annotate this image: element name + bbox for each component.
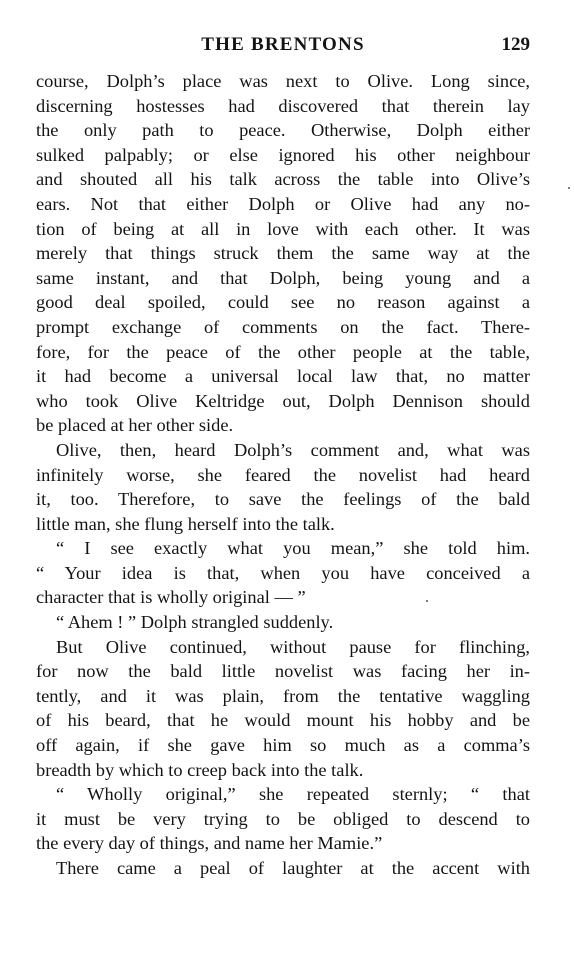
print-speck xyxy=(568,187,570,189)
body-text xyxy=(36,69,530,881)
text-line: who took Olive Keltridge out, Dolph Dennison should xyxy=(36,390,530,411)
text-line: infinitely worse, she feared the novelist had heard xyxy=(36,464,530,485)
text-line: the only path to peace. Otherwise, Dolph either xyxy=(36,120,530,141)
text-line: Olive, then, heard Dolph’s comment and, what was xyxy=(56,439,530,460)
text-line: and shouted all his talk across the table into Olive’s xyxy=(36,169,530,190)
text-line: “ I see exactly what you mean,” she told him. xyxy=(56,538,530,559)
page-number: 129 xyxy=(501,34,530,55)
text-line: “ Your idea is that, when you have conceived a xyxy=(36,562,530,583)
text-line: But Olive continued, without pause for flinching, xyxy=(56,636,530,657)
running-head: THE BRENTONS xyxy=(201,34,365,55)
text-line: character that is wholly original — ” xyxy=(36,587,306,608)
print-speck xyxy=(426,600,428,602)
text-line: There came a peal of laughter at the accent with xyxy=(56,858,530,878)
text-line: tently, and it was plain, from the tentative waggling xyxy=(36,685,530,706)
text-line: ears. Not that either Dolph or Olive had any no- xyxy=(36,193,530,214)
text-line: it, too. Therefore, to save the feelings of the bald xyxy=(36,489,530,510)
text-line: off again, if she gave him so much as a comma’s xyxy=(36,735,530,756)
text-line: prompt exchange of comments on the fact. There- xyxy=(36,316,530,337)
text-line: it must be very trying to be obliged to descend to xyxy=(36,808,530,829)
text-line: good deal spoiled, could see no reason against a xyxy=(36,292,530,313)
text-line: merely that things struck them the same way at the xyxy=(36,243,530,264)
text-line: sulked palpably; or else ignored his other neighbour xyxy=(36,144,530,165)
text-line: of his beard, that he would mount his hobby and be xyxy=(36,710,530,731)
text-line: course, Dolph’s place was next to Olive. Long since, xyxy=(36,71,530,91)
text-line: fore, for the peace of the other people at the table, xyxy=(36,341,530,362)
text-line: the every day of things, and name her Mamie.” xyxy=(36,833,383,854)
page-header xyxy=(36,34,530,60)
text-line: tion of being at all in love with each other. It was xyxy=(36,218,530,239)
text-line: for now the bald little novelist was facing her in- xyxy=(36,661,530,682)
text-line: breadth by which to creep back into the talk. xyxy=(36,759,364,780)
text-line: little man, she flung herself into the talk. xyxy=(36,513,335,534)
text-line: “ Wholly original,” she repeated sternly; “ that xyxy=(56,784,530,805)
text-line: be placed at her other side. xyxy=(36,415,234,436)
text-line: “ Ahem ! ” Dolph strangled suddenly. xyxy=(56,612,334,633)
text-line: it had become a universal local law that, no matter xyxy=(36,366,530,387)
text-line: discerning hostesses had discovered that therein lay xyxy=(36,95,530,116)
text-line: same instant, and that Dolph, being young and a xyxy=(36,267,530,288)
